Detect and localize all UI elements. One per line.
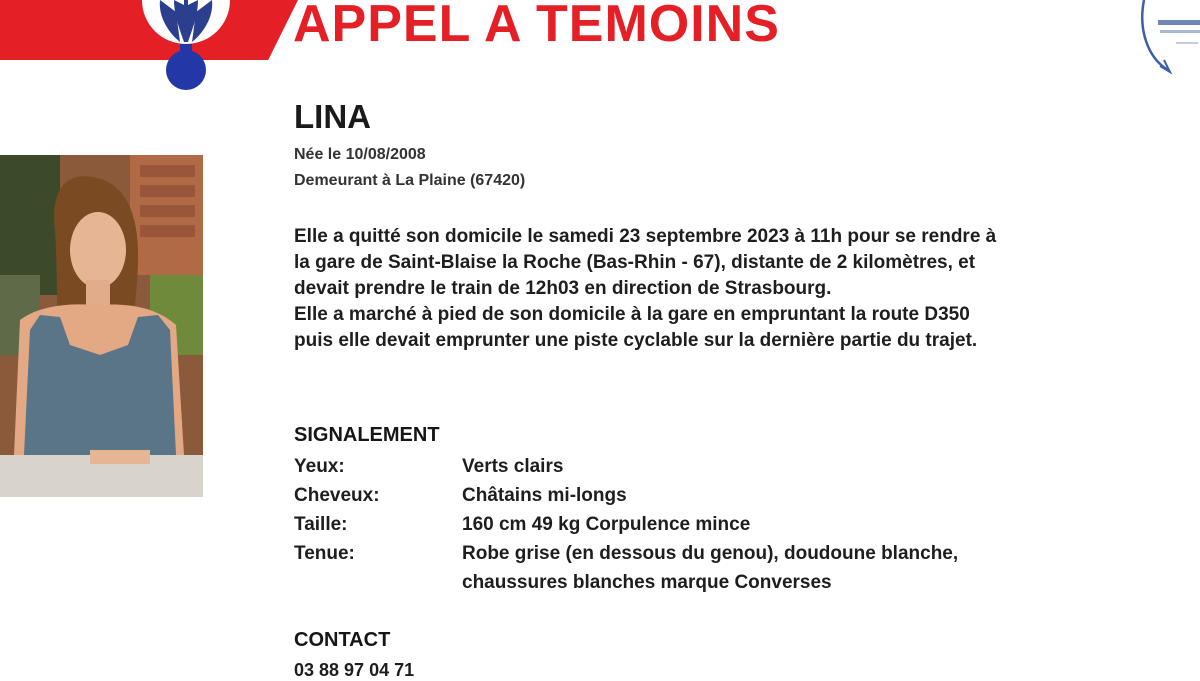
signalement-value: 160 cm 49 kg Corpulence mince <box>462 514 751 535</box>
description-line: la gare de Saint-Blaise la Roche (Bas-Rhin - 67), distante de 2 kilomètres, et <box>294 252 976 273</box>
signalement-value: Robe grise (en dessous du genou), doudoune blanche, <box>462 543 959 564</box>
description-line: Elle a marché à pied de son domicile à la gare en empruntant la route D350 <box>294 304 970 325</box>
signalement-value: chaussures blanches marque Converses <box>462 572 832 593</box>
signalement-value: Verts clairs <box>462 456 564 477</box>
signalement-row <box>294 481 627 510</box>
gendarmerie-flame-grenade-icon <box>140 0 232 95</box>
signalement-row <box>294 510 750 539</box>
signalement-heading: SIGNALEMENT <box>294 424 440 446</box>
page-title: APPEL A TEMOINS <box>293 0 780 53</box>
person-name: LINA <box>294 98 371 135</box>
missing-person-photo <box>0 155 203 497</box>
description-line: devait prendre le train de 12h03 en direction de Strasbourg. <box>294 278 832 299</box>
signalement-label: Yeux: <box>294 456 345 477</box>
signalement-value: Châtains mi-longs <box>462 485 627 506</box>
signalement-label: Taille: <box>294 514 348 535</box>
contact-phone: 03 88 97 04 71 <box>294 660 415 680</box>
signalement-label: Tenue: <box>294 543 355 564</box>
description-paragraph <box>294 224 1200 354</box>
contact-heading: CONTACT <box>294 629 391 651</box>
description-line: puis elle devait emprunter une piste cyclable sur la dernière partie du trajet. <box>294 330 978 351</box>
signalement-label: Cheveux: <box>294 485 380 506</box>
residence: Demeurant à La Plaine (67420) <box>294 172 526 189</box>
birth-date: Née le 10/08/2008 <box>294 146 426 163</box>
gendarmerie-circular-logo-icon <box>1130 0 1200 75</box>
signalement-row-continuation <box>462 568 832 597</box>
description-line: Elle a quitté son domicile le samedi 23 septembre 2023 à 11h pour se rendre à <box>294 226 997 247</box>
signalement-row <box>294 452 563 481</box>
signalement-row <box>294 539 958 568</box>
